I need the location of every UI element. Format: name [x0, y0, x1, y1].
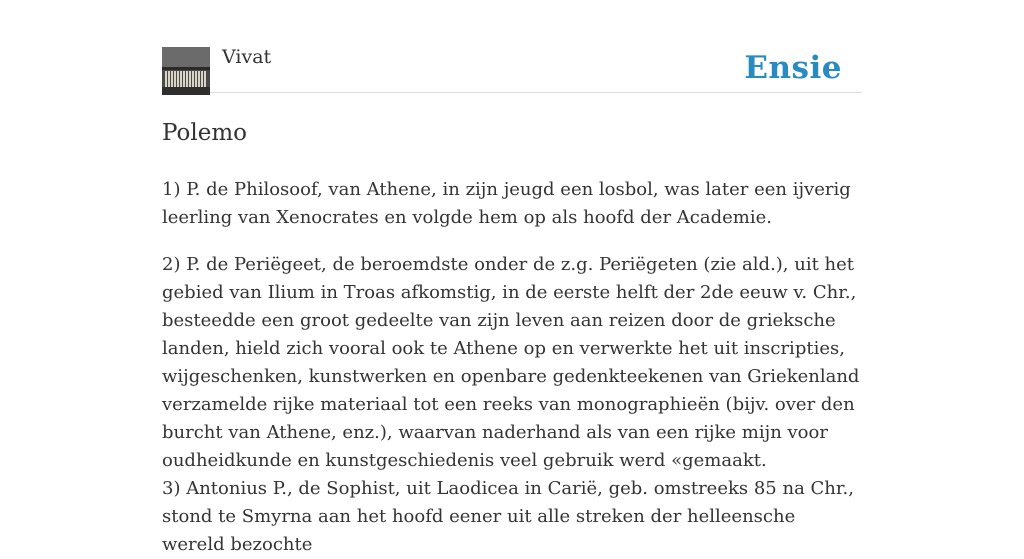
site-logo[interactable]: Ensie	[744, 50, 842, 86]
bookshelf-avatar-icon	[162, 47, 210, 95]
author-name[interactable]: Vivat	[222, 46, 272, 68]
content-container	[162, 0, 862, 559]
article-paragraph-1: 1) P. de Philosoof, van Athene, in zijn jeugd een losbol, was later een ijverig leerling van Xenocrates en volgde hem op als hoofd der Academie.	[162, 179, 851, 228]
header	[162, 0, 862, 93]
article-paragraph-3: 3) Antonius P., de Sophist, uit Laodicea in Carië, geb. omstreeks 85 na Chr., stond te Smyrna aan het hoofd eener uit alle streken der helleensche wereld bezochte	[162, 478, 854, 555]
article-title: Polemo	[162, 120, 248, 146]
article-paragraph-2: 2) P. de Periëgeet, de beroemdste onder de z.g. Periëgeten (zie ald.), uit het gebied van Ilium in Troas afkomstig, in de eerste helft der 2de eeuw v. Chr., besteedde een groot gedeelte van zijn leven aan reizen door de grieksche landen, hield zich vooral ook te Athene op en verwerkte het uit inscripties, wijgeschenken, kunstwerken en openbare gedenkteekenen van Griekenland verzamelde rijke materiaal tot een reeks van monographieën (bijv. over den burcht van Athene, enz.), waarvan naderhand als van een rijke mijn voor oudheidkunde en kunstgeschiedenis veel gebruik werd «gemaakt.	[162, 254, 860, 471]
avatar[interactable]	[162, 47, 210, 95]
article-body	[162, 176, 862, 559]
